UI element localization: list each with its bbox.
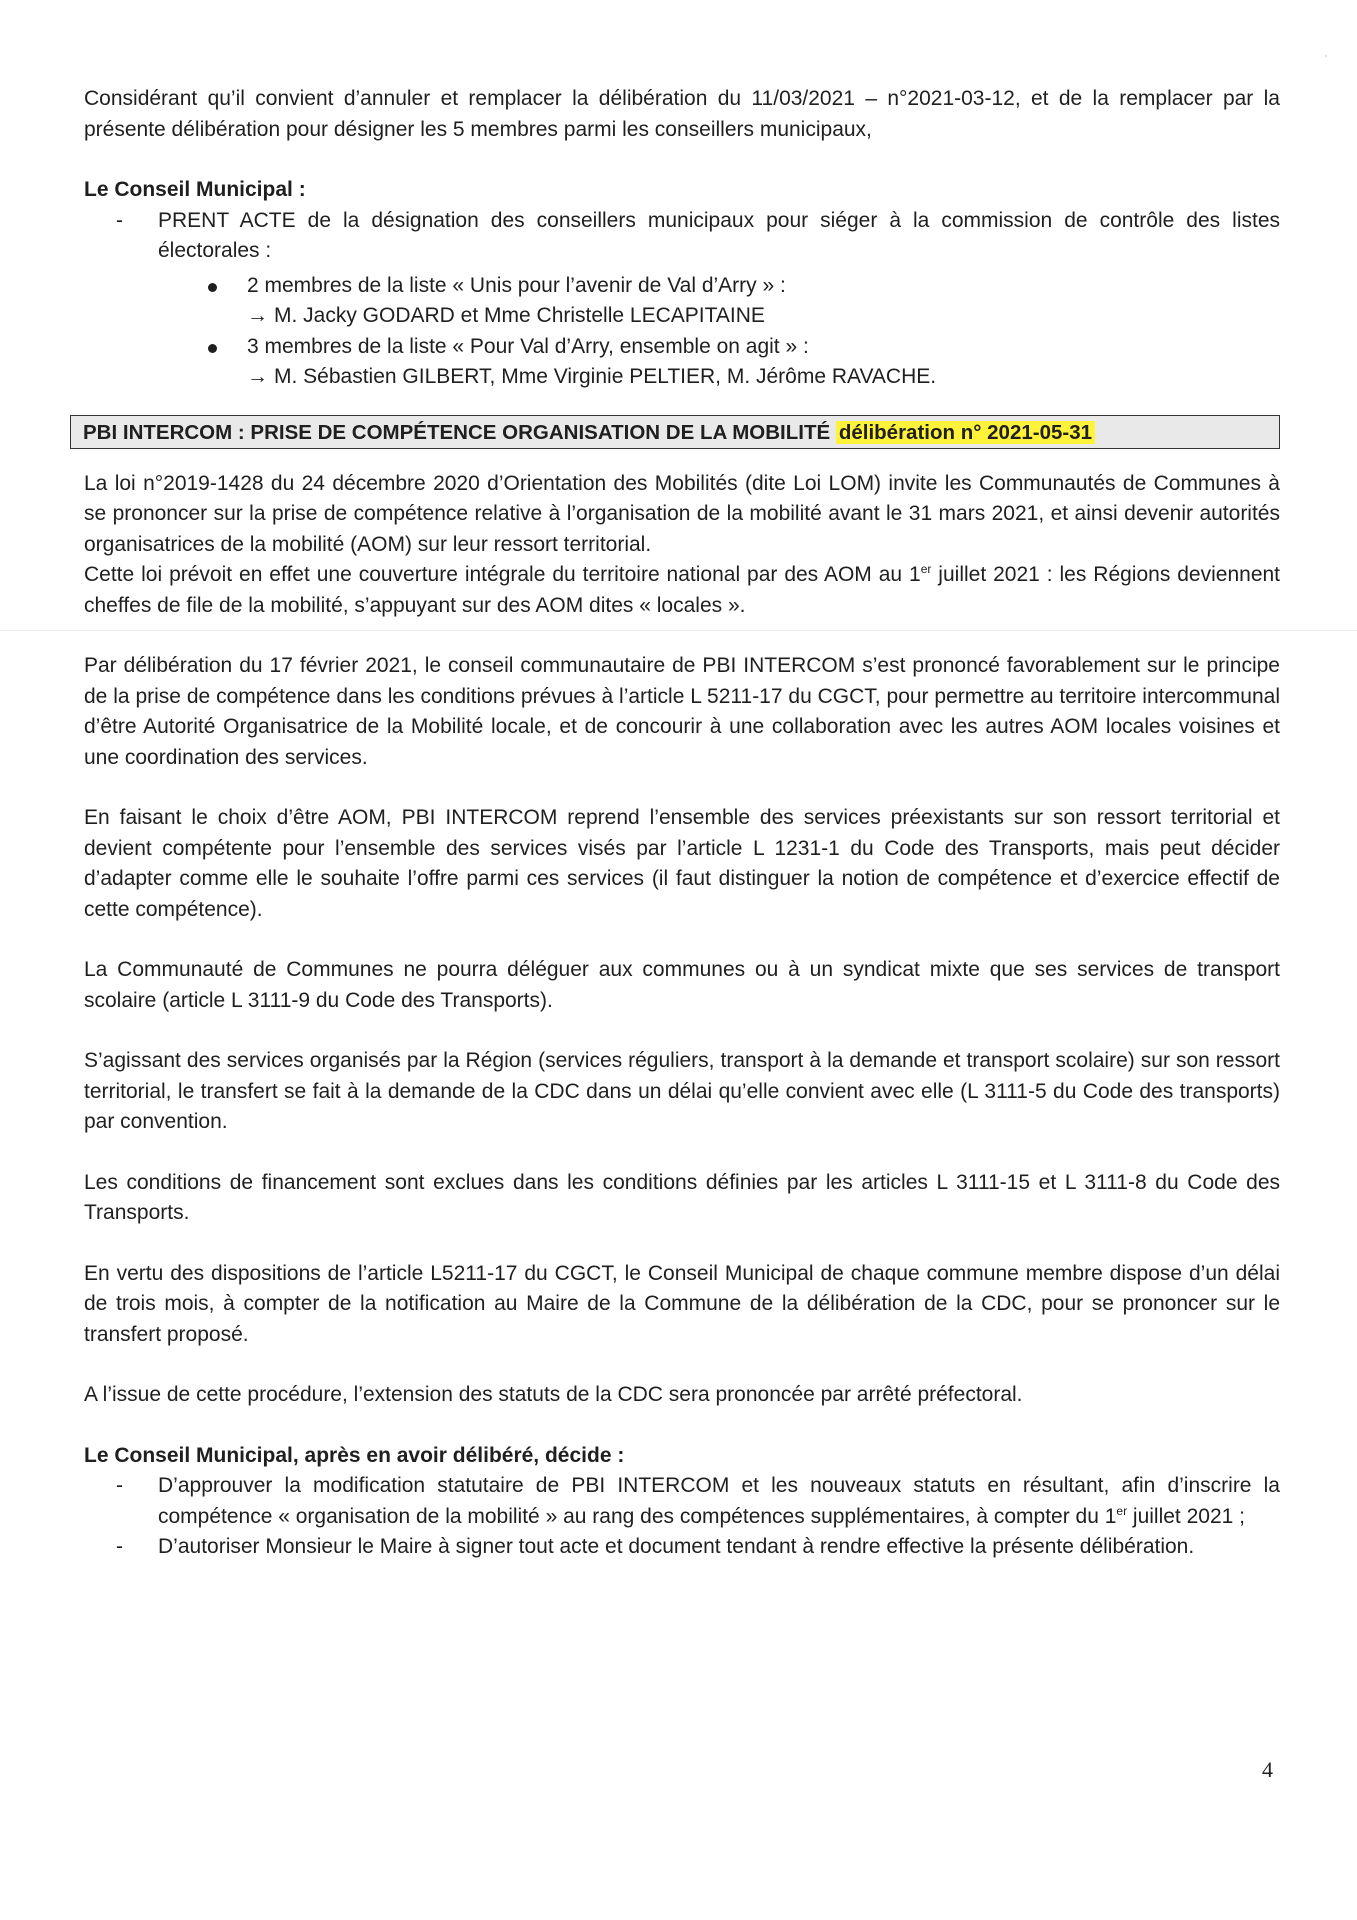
body-paragraph-9: A l’issue de cette procédure, l’extension des statuts de la CDC sera prononcée par arrêté préfectoral.: [84, 1383, 1023, 1406]
arrow-right-icon: →: [247, 365, 268, 388]
document-page: [84, 84, 1280, 1563]
body-paragraph-3: Par délibération du 17 février 2021, le conseil communautaire de PBI INTERCOM s’est prononcé favorablement sur le principe de la prise de compétence dans les conditions prévues à l’article L 5211-17 du CGCT, pour permettre au territoire intercommunal d’être Autorité Organisatrice de la Mobilité locale, et de concourir à une collaboration avec les autres AOM locales voisines et une coordination des services.: [84, 654, 1280, 769]
decision2-item-1: - D’approuver la modification statutaire de PBI INTERCOM et les nouveaux statuts en résultant, afin d’inscrire la compétence « organisation de la mobilité » au rang des compétences supplémentaires, à compter du 1er juillet 2021 ;: [84, 1471, 1280, 1532]
decision2-list: [84, 1471, 1280, 1563]
bullet-icon: [208, 283, 217, 292]
list-members: → M. Sébastien GILBERT, Mme Virginie PELTIER, M. Jérôme RAVACHE.: [247, 365, 937, 388]
section-title: PBI INTERCOM : PRISE DE COMPÉTENCE ORGANISATION DE LA MOBILITÉ: [83, 420, 831, 444]
arrow-right-icon: →: [247, 304, 268, 327]
decision1-list: [84, 206, 1280, 267]
member-lists: [84, 271, 1280, 393]
body-paragraph-7: Les conditions de financement sont exclues dans les conditions définies par les articles L 3111-15 et L 3111-8 du Code des Transports.: [84, 1170, 1280, 1224]
decision2-item-2: - D’autoriser Monsieur le Maire à signer tout acte et document tendant à rendre effective la présente délibération.: [84, 1532, 1280, 1563]
body-paragraph-1: La loi n°2019-1428 du 24 décembre 2020 d’Orientation des Mobilités (dite Loi LOM) invite les Communautés de Communes à se prononcer sur la prise de compétence relative à l’organisation de la mobilité avant le 31 mars 2021, et ainsi devenir autorités organisatrices de la mobilité (AOM) sur leur ressort territorial.: [84, 471, 1280, 556]
bullet-icon: [208, 344, 217, 353]
decision2-heading: Le Conseil Municipal, après en avoir délibéré, décide :: [84, 1443, 625, 1467]
body-paragraph-6: S’agissant des services organisés par la Région (services réguliers, transport à la demande et transport scolaire) sur son ressort territorial, le transfert se fait à la demande de la CDC dans un délai qu’elle convient avec elle (L 3111-5 du Code des transports) par convention.: [84, 1049, 1280, 1133]
body-paragraph-4: En faisant le choix d’être AOM, PBI INTERCOM reprend l’ensemble des services préexistants sur son ressort territorial et devient compétente pour l’ensemble des services visés par l’article L 1231-1 du Code des Transports, mais peut décider d’adapter comme elle le souhaite l’offre parmi ces services (il faut distinguer la notion de compétence et d’exercice effectif de cette compétence).: [84, 806, 1280, 921]
considerant-paragraph: Considérant qu’il convient d’annuler et remplacer la délibération du 11/03/2021 – n°2021-03-12, et de la remplacer par la présente délibération pour désigner les 5 membres parmi les conseillers municipaux,: [84, 87, 1280, 141]
decision1-item: - PRENT ACTE de la désignation des conseillers municipaux pour siéger à la commission de contrôle des listes électorales :: [84, 206, 1280, 267]
list-item: 3 membres de la liste « Pour Val d’Arry, ensemble on agit » :: [84, 332, 1280, 363]
body-paragraph-2: Cette loi prévoit en effet une couverture intégrale du territoire national par des AOM au 1er juillet 2021 : les Régions deviennent cheffes de file de la mobilité, s’appuyant sur des AOM dites « locales ».: [84, 562, 1281, 617]
list-item: 2 membres de la liste « Unis pour l’avenir de Val d’Arry » :: [84, 271, 1280, 302]
list-members: → M. Jacky GODARD et Mme Christelle LECAPITAINE: [247, 304, 765, 327]
body-paragraph-8: En vertu des dispositions de l’article L5211-17 du CGCT, le Conseil Municipal de chaque commune membre dispose d’un délai de trois mois, à compter de la notification au Maire de la Commune de la délibération de la CDC, pour se prononcer sur le transfert proposé.: [84, 1261, 1280, 1346]
page-number: 4: [1262, 1757, 1273, 1782]
section-heading: [70, 415, 1280, 449]
decision1-heading: Le Conseil Municipal :: [84, 178, 306, 201]
margin-mark: ': [1325, 54, 1327, 65]
deliberation-number: délibération n° 2021-05-31: [836, 421, 1095, 444]
body-paragraph-5: La Communauté de Communes ne pourra déléguer aux communes ou à un syndicat mixte que ses services de transport scolaire (article L 3111-9 du Code des Transports).: [84, 958, 1280, 1012]
